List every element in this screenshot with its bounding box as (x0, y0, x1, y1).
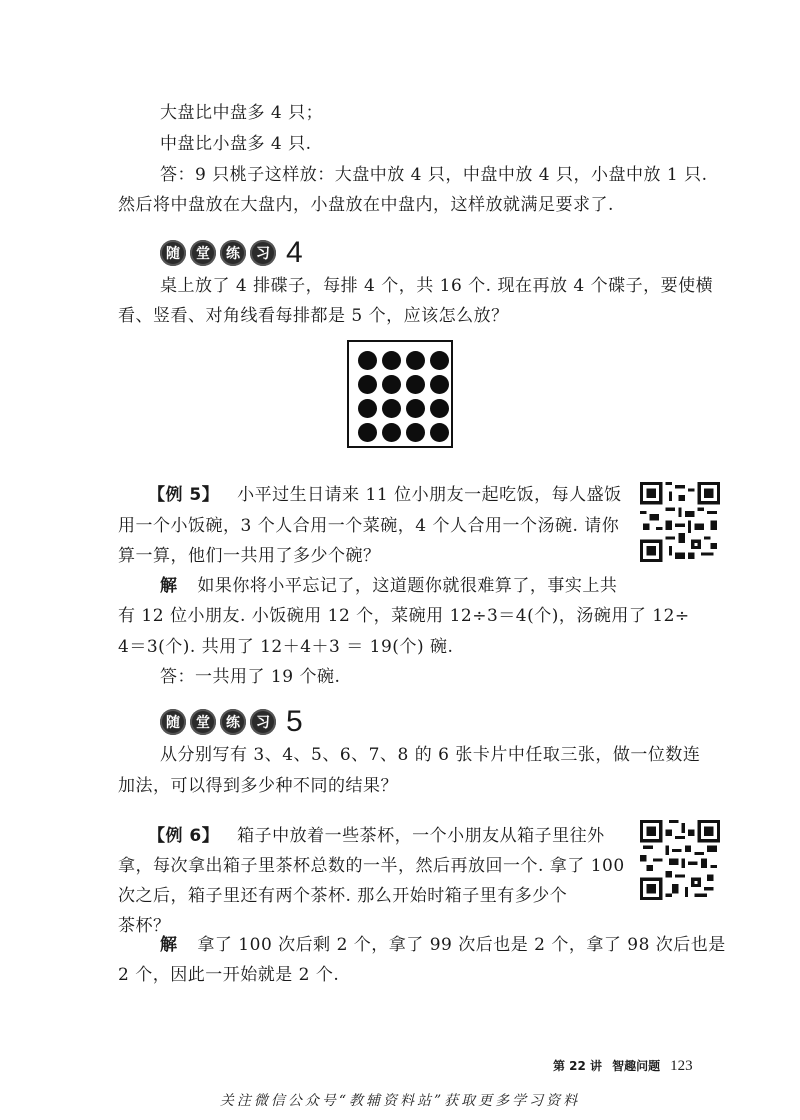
solution-text: 拿了 100 次后剩 2 个，拿了 99 次后也是 2 个，拿了 98 次后也是 (197, 935, 726, 955)
practice-badge: 堂 (190, 240, 216, 266)
solution-text: 如果你将小平忘记了，这道题你就很难算了，事实上共 (197, 576, 618, 596)
qr-code-icon (640, 482, 720, 562)
question-text: 茶杯？ (118, 916, 171, 936)
plate-dot (358, 399, 377, 418)
answer-line: 答：一共用了 19 个碗. (160, 667, 341, 687)
practice-badge: 堂 (190, 709, 216, 735)
solution-line (160, 575, 617, 597)
plate-dot (430, 375, 449, 394)
plate-dot (406, 375, 425, 394)
solution-text: 2 个，因此一开始就是 2 个. (118, 965, 340, 985)
question-text: 算一算，他们一共用了多少个碗？ (118, 546, 381, 566)
text-line: 看、竖看、对角线看每排都是 5 个，应该怎么放？ (118, 306, 509, 326)
plate-dot (382, 423, 401, 442)
plate-dot (382, 375, 401, 394)
plate-dot (382, 399, 401, 418)
plate-dot (430, 423, 449, 442)
lecture-label: 第 22 讲 (553, 1059, 603, 1073)
plate-dot (430, 351, 449, 370)
solution-label: 解 (160, 935, 178, 955)
watermark-note: 关注微信公众号“教辅资料站”获取更多学习资料 (219, 1093, 581, 1109)
text-line: 然后将中盘放在大盘内，小盘放在中盘内，这样放就满足要求了. (118, 195, 614, 215)
page-footer (553, 1057, 693, 1075)
topic-label: 智趣问题 (612, 1059, 661, 1073)
text-line: 从分别写有 3、4、5、6、7、8 的 6 张卡片中任取三张，做一位数连 (160, 745, 701, 765)
plate-dot (406, 399, 425, 418)
example-line (148, 825, 605, 847)
practice-heading (160, 707, 303, 737)
plate-grid-figure (347, 340, 453, 448)
text-line: 加法，可以得到多少种不同的结果？ (118, 776, 398, 796)
practice-number: 5 (286, 705, 303, 738)
text-line: 中盘比小盘多 4 只. (160, 134, 312, 154)
question-text: 用一个小饭碗，3 个人合用一个菜碗，4 个人合用一个汤碗. 请你 (118, 516, 620, 536)
qr-code-icon (640, 820, 720, 900)
page-number: 123 (670, 1058, 693, 1074)
practice-badge: 练 (220, 709, 246, 735)
plate-dot (430, 399, 449, 418)
plate-dot (358, 375, 377, 394)
question-text: 次之后，箱子里还有两个茶杯. 那么开始时箱子里有多少个 (118, 886, 568, 906)
plate-dot (406, 423, 425, 442)
practice-number: 4 (286, 236, 303, 269)
text-line: 桌上放了 4 排碟子，每排 4 个，共 16 个. 现在再放 4 个碟子，要使横 (160, 276, 714, 296)
plate-dot (358, 423, 377, 442)
text-line: 大盘比中盘多 4 只； (160, 103, 324, 123)
solution-line (160, 934, 726, 956)
question-text: 小平过生日请来 11 位小朋友一起吃饭，每人盛饭 (237, 485, 622, 505)
question-text: 箱子中放着一些茶杯，一个小朋友从箱子里往外 (237, 826, 605, 846)
practice-badge: 随 (160, 709, 186, 735)
solution-label: 解 (160, 576, 178, 596)
practice-badge: 随 (160, 240, 186, 266)
practice-badge: 习 (250, 709, 276, 735)
practice-badge: 习 (250, 240, 276, 266)
practice-badge: 练 (220, 240, 246, 266)
solution-text: 有 12 位小朋友. 小饭碗用 12 个，菜碗用 12÷3＝4(个)，汤碗用了 12÷ (118, 606, 690, 626)
answer-line: 答：9 只桃子这样放：大盘中放 4 只，中盘中放 4 只，小盘中放 1 只. (160, 165, 708, 185)
example-line (148, 484, 622, 506)
example-tag: 【例 6】 (148, 826, 220, 846)
solution-text: 4＝3(个). 共用了 12＋4＋3 ＝ 19(个) 碗. (118, 637, 454, 657)
practice-heading (160, 238, 303, 268)
plate-dot (406, 351, 425, 370)
example-tag: 【例 5】 (148, 485, 220, 505)
plate-dot (358, 351, 377, 370)
plate-dot (382, 351, 401, 370)
question-text: 拿，每次拿出箱子里茶杯总数的一半，然后再放回一个. 拿了 100 (118, 856, 625, 876)
